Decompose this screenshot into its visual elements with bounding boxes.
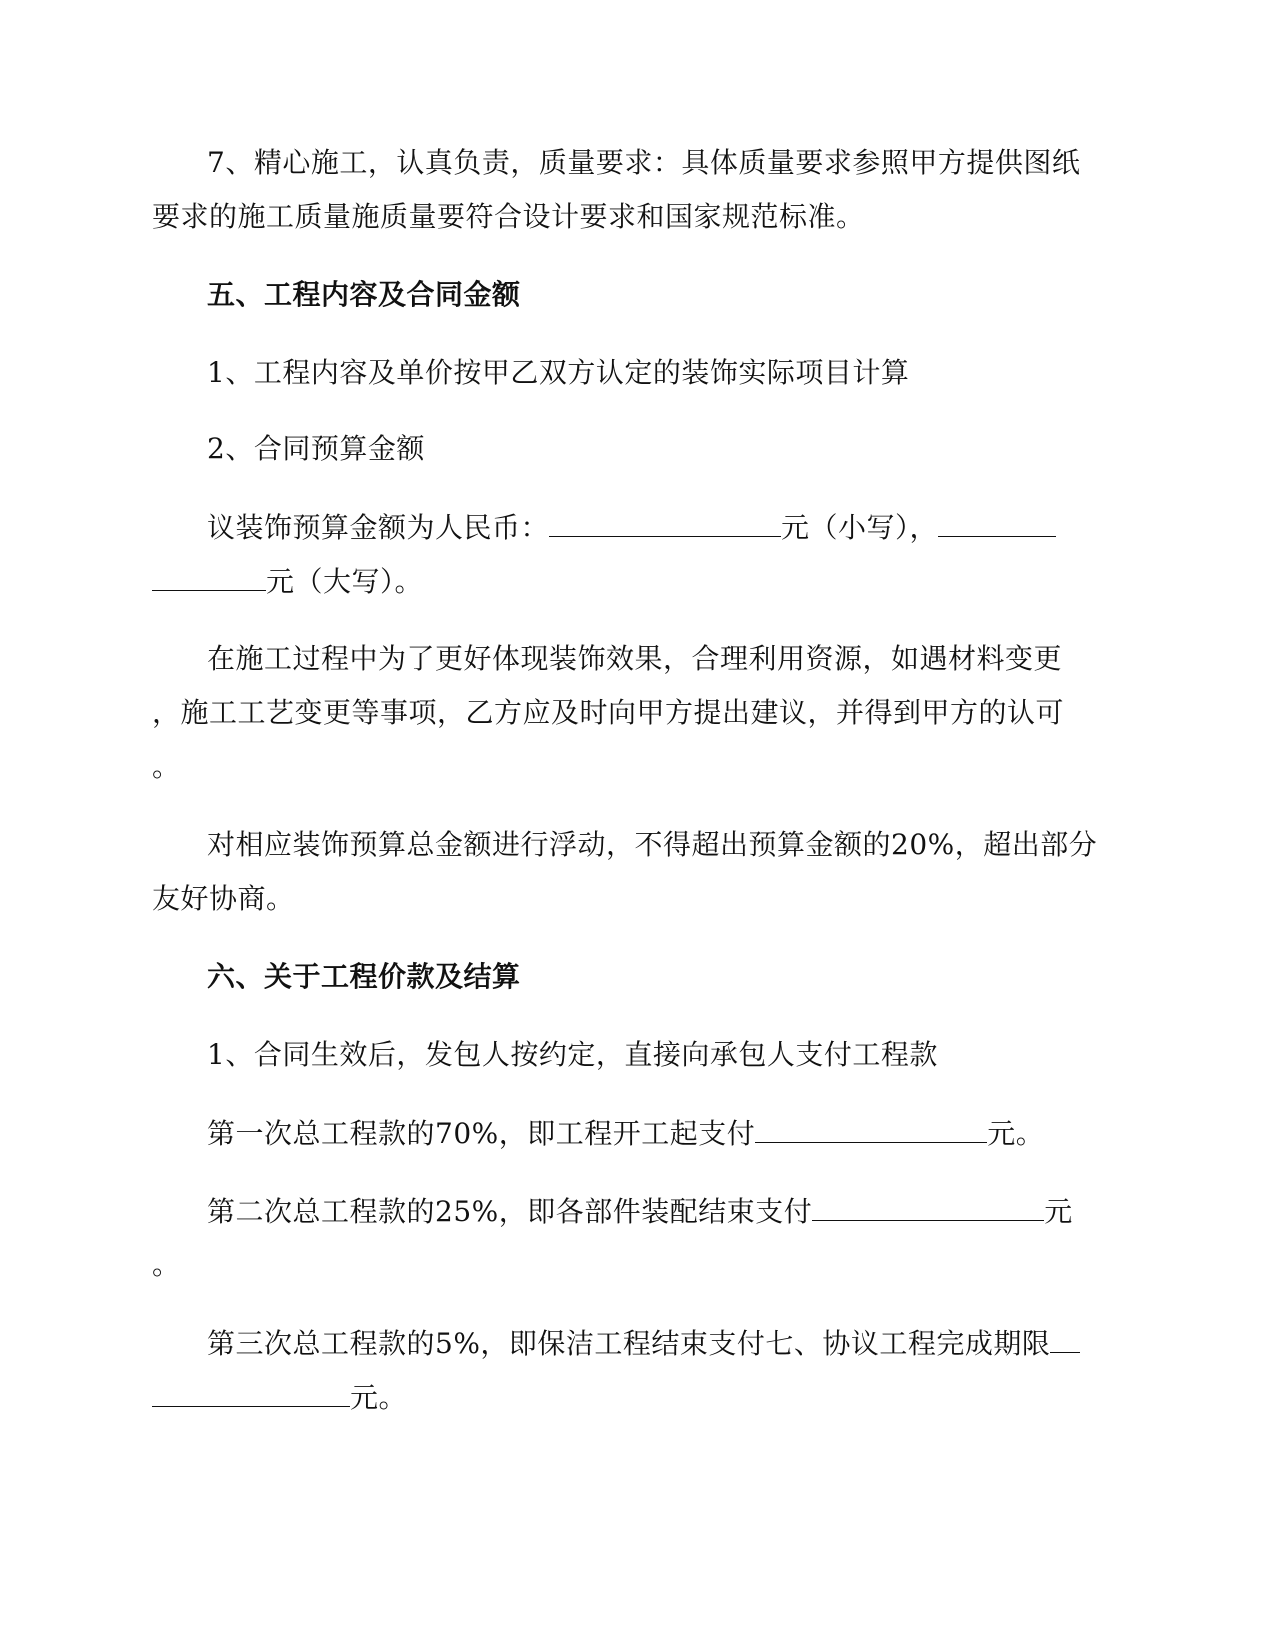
payment3-suffix: 元。 [350, 1381, 408, 1414]
payment3-prefix: 第三次总工程款的5%，即保洁工程结束支付七、协议工程完成期限 [207, 1327, 1051, 1360]
budget-large-label: 元（大写）。 [266, 565, 424, 598]
section5-item1: 1、工程内容及单价按甲乙双方认定的装饰实际项目计算 [207, 356, 910, 389]
para1-line1: 在施工过程中为了更好体现装饰效果，合理利用资源，如遇材料变更 [207, 642, 1063, 675]
payment2-tail: 。 [152, 1248, 181, 1281]
para2-line2: 友好协商。 [152, 882, 295, 915]
payment2-line [207, 1194, 1073, 1229]
payment1-suffix: 元。 [987, 1117, 1045, 1150]
payment2-prefix: 第二次总工程款的25%，即各部件装配结束支付 [207, 1195, 813, 1228]
payment3-blank-start[interactable] [1050, 1326, 1080, 1353]
section5-item2: 2、合同预算金额 [207, 432, 425, 465]
para2-line1: 对相应装饰预算总金额进行浮动，不得超出预算金额的20%，超出部分 [207, 828, 1098, 861]
payment1-blank[interactable] [755, 1116, 987, 1143]
budget-line [207, 510, 1056, 545]
item7-line2: 要求的施工质量施质量要符合设计要求和国家规范标准。 [152, 200, 865, 233]
payment1-line [207, 1116, 1044, 1151]
payment3-line2 [152, 1380, 407, 1415]
section5-heading: 五、工程内容及合同金额 [207, 278, 521, 311]
item7-line1: 7、精心施工，认真负责，质量要求：具体质量要求参照甲方提供图纸 [207, 146, 1081, 179]
budget-small-blank[interactable] [549, 510, 781, 537]
budget-small-label: 元（小写）， [781, 511, 939, 544]
para1-line3: 。 [152, 750, 181, 783]
para1-line2: ，施工工艺变更等事项，乙方应及时向甲方提出建议，并得到甲方的认可 [152, 696, 1065, 729]
payment1-prefix: 第一次总工程款的70%，即工程开工起支付 [207, 1117, 756, 1150]
payment3-line [207, 1326, 1080, 1361]
payment2-suffix: 元 [1044, 1195, 1073, 1228]
budget-line2 [152, 564, 423, 599]
payment2-blank[interactable] [812, 1194, 1044, 1221]
budget-large-blank-start[interactable] [938, 510, 1056, 537]
budget-large-blank-end[interactable] [152, 564, 266, 591]
section6-heading: 六、关于工程价款及结算 [207, 960, 521, 993]
budget-prefix: 议装饰预算金额为人民币： [207, 511, 550, 544]
payment3-blank-end[interactable] [152, 1380, 350, 1407]
section6-item1: 1、合同生效后，发包人按约定，直接向承包人支付工程款 [207, 1038, 938, 1071]
